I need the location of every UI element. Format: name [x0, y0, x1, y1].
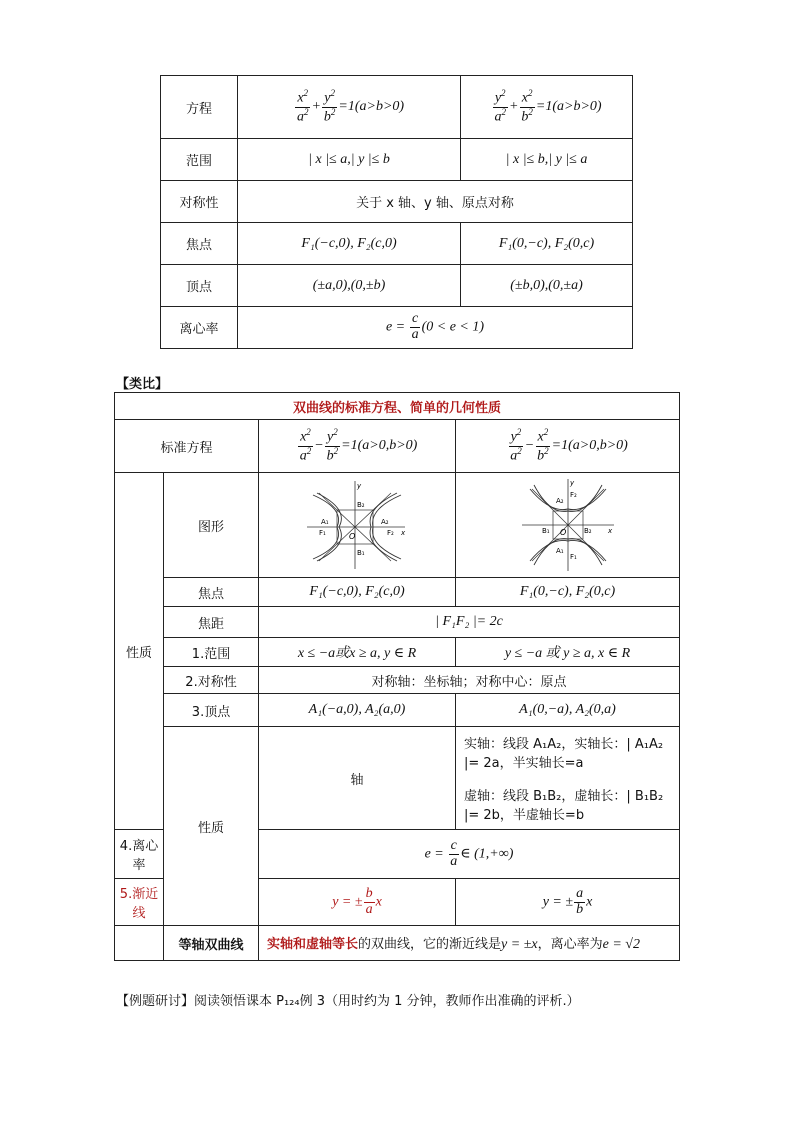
- a2-label: A₂: [381, 518, 389, 526]
- b2-label: B₂: [357, 501, 365, 509]
- table-row: [115, 578, 680, 607]
- table-row: [115, 393, 680, 420]
- asymptote-vertical: y = ± $\frac{a}{b}$ x: [456, 879, 680, 926]
- vertex-vertical: (±b,0),(0,±a): [461, 265, 633, 307]
- a2-label: A₂: [555, 497, 564, 505]
- range-horizontal: x ≤ −a或x ≥ a, y ∈ R: [259, 638, 456, 667]
- table-row: [161, 76, 633, 139]
- graph-label: 图形: [164, 473, 259, 578]
- table-row: [115, 607, 680, 638]
- graph-horizontal-hyperbola: [259, 473, 456, 578]
- f1-label: F₁: [319, 529, 326, 537]
- symmetry-value: 对称轴：坐标轴；对称中心：原点: [259, 667, 680, 694]
- focus-label: 焦点: [164, 578, 259, 607]
- f2-label: F₂: [387, 529, 394, 537]
- symmetry-value: 关于 x 轴、y 轴、原点对称: [238, 181, 633, 223]
- equation-horizontal: $\frac{x^2}{a^2}$ + $\frac{y^2}{b^2}$ =1(a>b>0): [238, 76, 461, 139]
- origin-label: O: [349, 532, 356, 541]
- focal-distance-label: 焦距: [164, 607, 259, 638]
- table-title: 双曲线的标准方程、简单的几何性质: [115, 393, 680, 420]
- table-row: [115, 473, 680, 578]
- row-label: 顶点: [161, 265, 238, 307]
- axis-values: [456, 727, 680, 830]
- row-label: 范围: [161, 139, 238, 181]
- horizontal-hyperbola-figure: [305, 479, 409, 571]
- a1-label: A₁: [321, 518, 329, 526]
- axis-label: 轴: [259, 727, 456, 830]
- focus-vertical: F₁(0,−c), F₂(0,c): [461, 223, 633, 265]
- hyperbola-properties-table: [114, 392, 680, 961]
- row-label: 焦点: [161, 223, 238, 265]
- imaginary-axis-text: 虚轴：线段 B₁B₂，虚轴长：| B₁B₂ |= 2b，半虚轴长=b: [464, 789, 664, 823]
- range-horizontal: | x |≤ a,| y |≤ b: [238, 139, 461, 181]
- table-row: [115, 727, 680, 830]
- focus-horizontal: F₁(−c,0), F₂(c,0): [259, 578, 456, 607]
- eccentricity-label: 4.离心率: [115, 830, 164, 879]
- table-row: [115, 420, 680, 473]
- row-label: 离心率: [161, 307, 238, 349]
- vertex-label: 3.顶点: [164, 694, 259, 727]
- real-axis-text: 实轴：线段 A₁A₂，实轴长：| A₁A₂ |= 2a，半实轴长=a: [464, 737, 664, 771]
- x-axis-label: x: [607, 527, 612, 535]
- origin-label: O: [559, 528, 566, 537]
- equilateral-value: 实轴和虚轴等长的双曲线，它的渐近线是y = ±x，离心率为e = √2: [259, 926, 680, 961]
- range-vertical: | x |≤ b,| y |≤ a: [461, 139, 633, 181]
- range-label: 1.范围: [164, 638, 259, 667]
- focus-horizontal: F₁(−c,0), F₂(c,0): [238, 223, 461, 265]
- b1-label: B₁: [541, 527, 550, 535]
- symmetry-label: 2.对称性: [164, 667, 259, 694]
- equation-vertical: $\frac{y^2}{a^2}$ + $\frac{x^2}{b^2}$ =1(a>b>0): [461, 76, 633, 139]
- vertex-horizontal: (±a,0),(0,±b): [238, 265, 461, 307]
- asymptote-label: 5.渐近线: [115, 879, 164, 926]
- asymptote-horizontal: y = ± $\frac{b}{a}$ x: [259, 879, 456, 926]
- y-axis-label: y: [357, 482, 362, 490]
- b1-label: B₁: [357, 549, 365, 557]
- range-vertical: y ≤ −a 或 y ≥ a, x ∈ R: [456, 638, 680, 667]
- example-study-note: 【例题研讨】阅读领悟课本 P₁₂₄例 3（用时约为 1 分钟，教师作出准确的评析.）: [116, 994, 580, 1009]
- vertex-vertical: A₁(0,−a), A₂(0,a): [456, 694, 680, 727]
- ellipse-properties-table: [160, 75, 633, 349]
- vertical-hyperbola-figure: [520, 477, 616, 573]
- table-row: [161, 223, 633, 265]
- f1-label: F₁: [569, 553, 577, 561]
- graph-vertical-hyperbola: [456, 473, 680, 578]
- focus-vertical: F₁(0,−c), F₂(0,c): [456, 578, 680, 607]
- x-axis-label: x: [401, 529, 406, 537]
- equilateral-label: 等轴双曲线: [164, 926, 259, 961]
- equation-horizontal: $\frac{x^2}{a^2}$ − $\frac{y^2}{b^2}$ =1(a>0,b>0): [259, 420, 456, 473]
- a1-label: A₁: [555, 547, 564, 555]
- equation-vertical: $\frac{y^2}{a^2}$ − $\frac{x^2}{b^2}$ =1(a>0,b>0): [456, 420, 680, 473]
- focal-distance-value: | F₁F₂ |= 2c: [259, 607, 680, 638]
- table-row: [115, 667, 680, 694]
- table-row: [161, 307, 633, 349]
- b2-label: B₂: [583, 527, 592, 535]
- y-axis-label: y: [569, 479, 574, 487]
- row-label: 方程: [161, 76, 238, 139]
- table-row: [115, 694, 680, 727]
- std-eq-label: 标准方程: [115, 420, 259, 473]
- table-row: [161, 181, 633, 223]
- table-row: [161, 265, 633, 307]
- group-label: 性质: [115, 473, 164, 830]
- equilateral-highlight: 实轴和虚轴等长: [267, 937, 359, 952]
- f2-label: F₂: [569, 491, 577, 499]
- eccentricity-value: e = $\frac{c}{a}$ ∈ (1,+∞): [259, 830, 680, 879]
- analogy-heading: 【类比】: [116, 377, 169, 392]
- row-label: 对称性: [161, 181, 238, 223]
- table-row: [115, 638, 680, 667]
- group-label: 性质: [164, 727, 259, 926]
- eccentricity-value: e = $\frac{c}{a}$ (0 < e < 1): [238, 307, 633, 349]
- table-row: [161, 139, 633, 181]
- table-row: [115, 926, 680, 961]
- vertex-horizontal: A₁(−a,0), A₂(a,0): [259, 694, 456, 727]
